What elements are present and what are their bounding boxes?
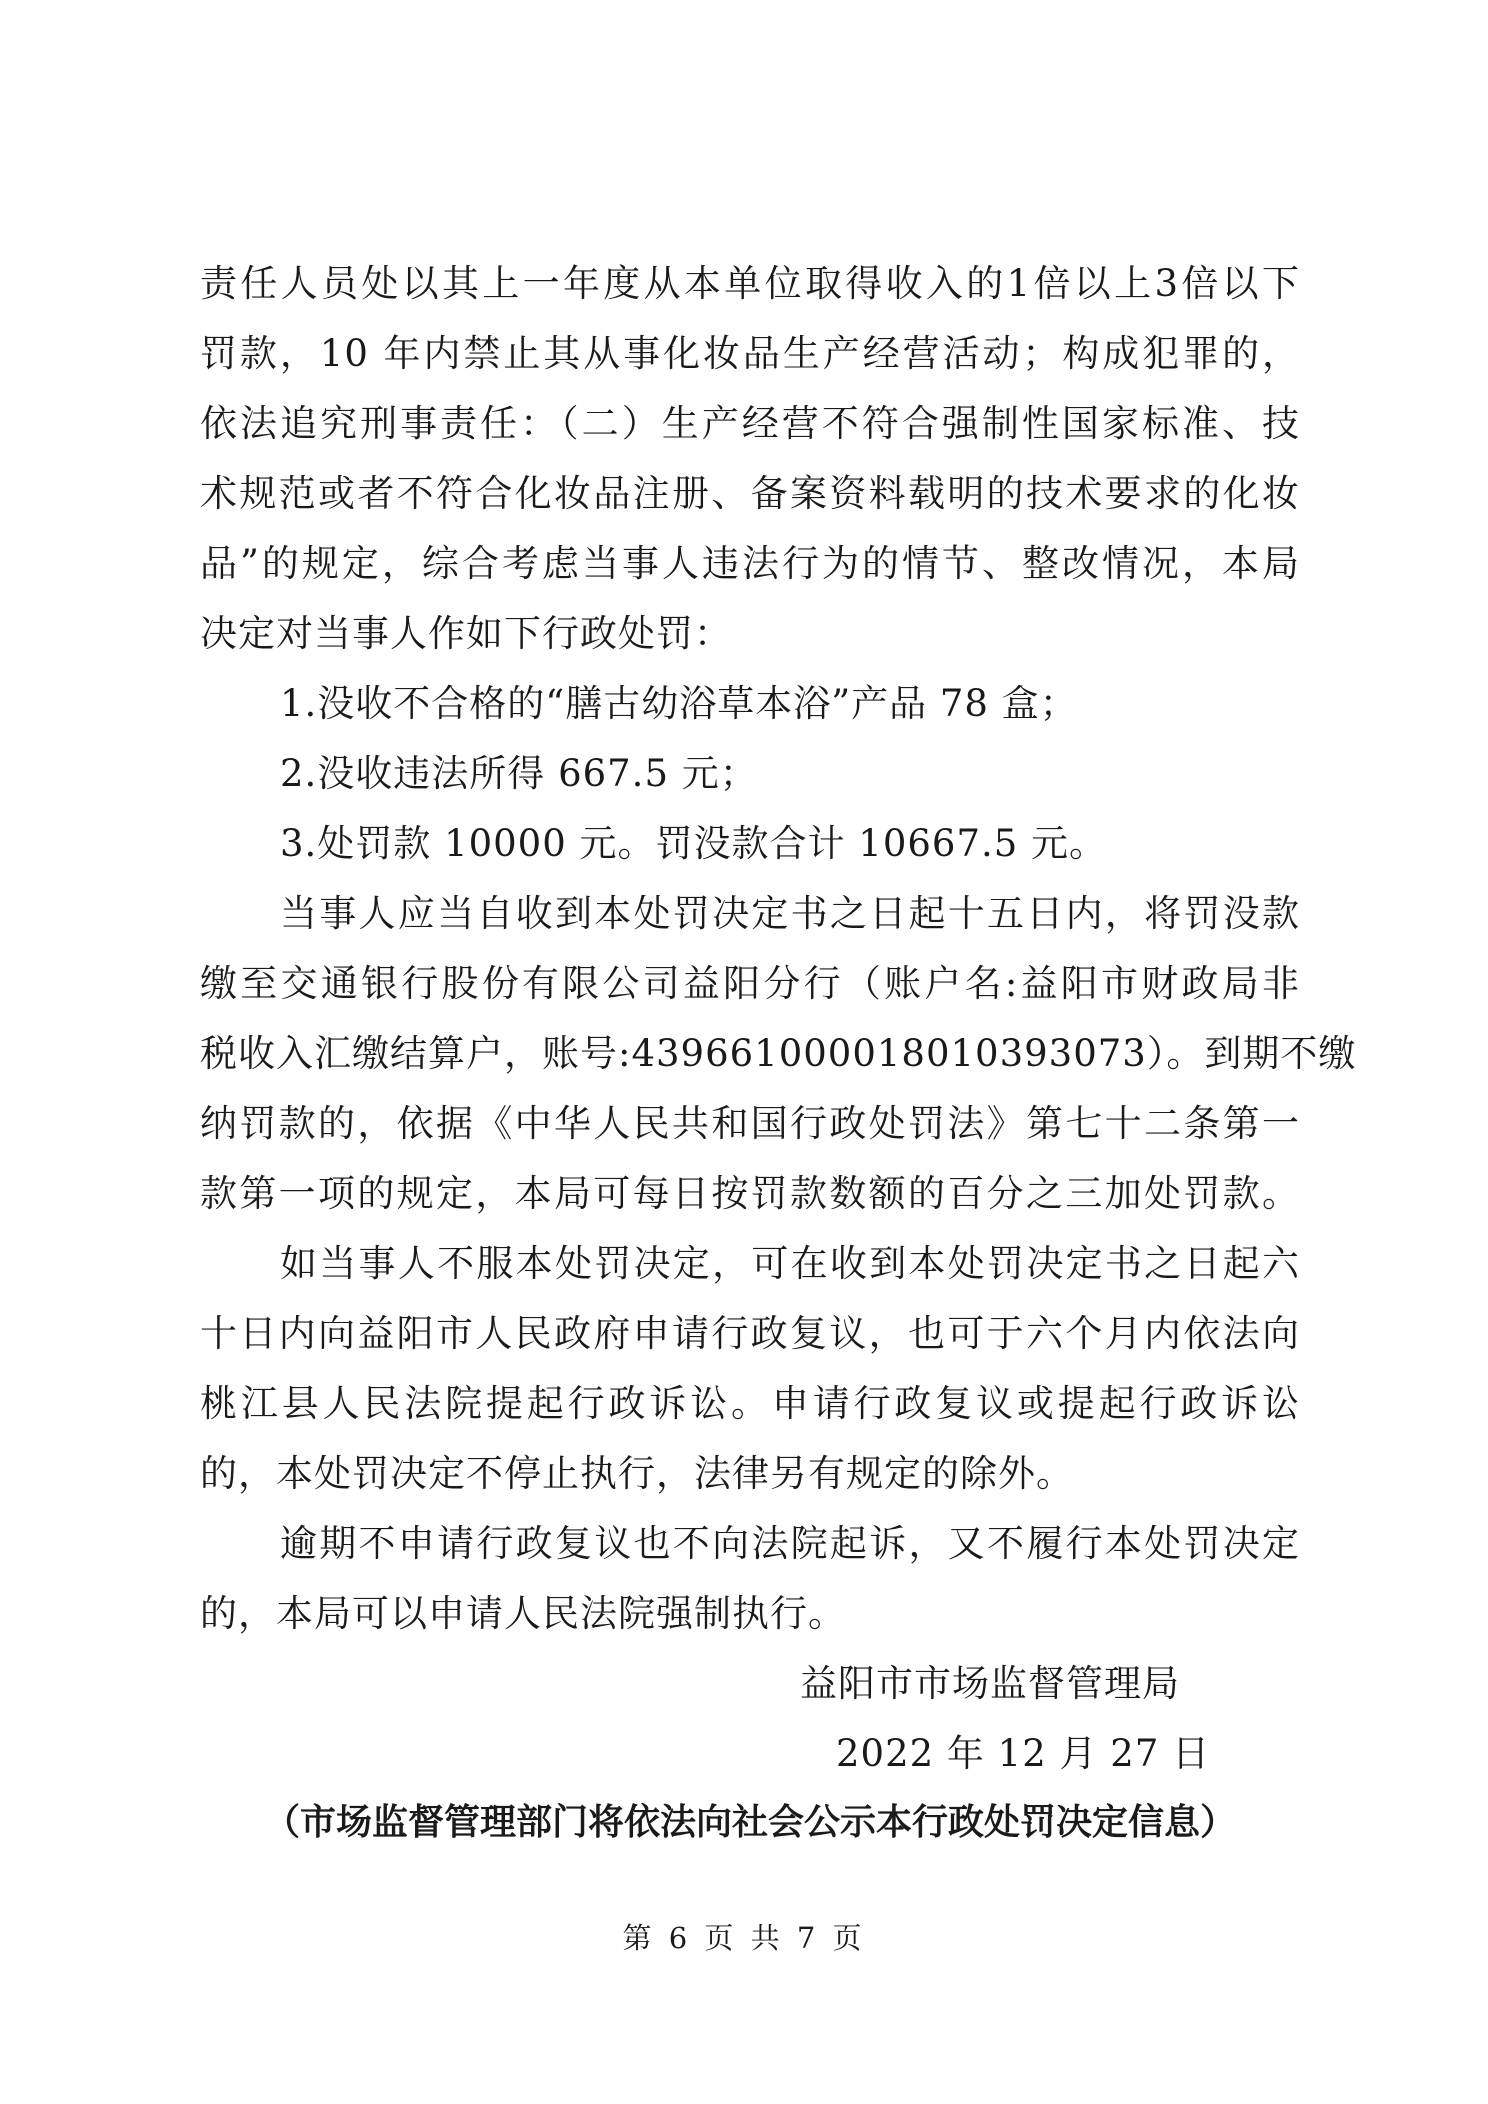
- payment-line: 当事人应当自收到本处罚决定书之日起十五日内，将罚没款: [280, 892, 1300, 935]
- payment-line: 税收入汇缴结算户，账号:439661000018010393073）。到期不缴: [200, 1032, 1357, 1075]
- penalty-item: 3.处罚款 10000 元。罚没款合计 10667.5 元。: [280, 822, 1108, 865]
- appeal-line: 十日内向益阳市人民政府申请行政复议，也可于六个月内依法向: [200, 1312, 1300, 1355]
- paragraph-line: 罚款，10 年内禁止其从事化妆品生产经营活动；构成犯罪的，: [200, 332, 1300, 375]
- enforcement-line: 的，本局可以申请人民法院强制执行。: [200, 1592, 846, 1635]
- paragraph-line: 品”的规定，综合考虑当事人违法行为的情节、整改情况，本局: [200, 542, 1300, 585]
- page-number: 第 6 页 共 7 页: [622, 1921, 866, 1955]
- payment-line: 纳罚款的，依据《中华人民共和国行政处罚法》第七十二条第一: [200, 1102, 1300, 1145]
- appeal-line: 的，本处罚决定不停止执行，法律另有规定的除外。: [200, 1452, 1074, 1495]
- penalty-item: 2.没收违法所得 667.5 元；: [280, 752, 758, 795]
- public-notice: （市场监督管理部门将依法向社会公示本行政处罚决定信息）: [263, 1802, 1236, 1843]
- paragraph-line: 依法追究刑事责任：（二）生产经营不符合强制性国家标准、技: [200, 402, 1300, 445]
- appeal-line: 桃江县人民法院提起行政诉讼。申请行政复议或提起行政诉讼: [200, 1382, 1300, 1425]
- paragraph-line: 决定对当事人作如下行政处罚：: [200, 612, 732, 655]
- issue-date: 2022 年 12 月 27 日: [836, 1732, 1211, 1775]
- issuing-authority: 益阳市市场监督管理局: [800, 1662, 1180, 1705]
- penalty-item: 1.没收不合格的“膳古幼浴草本浴”产品 78 盒；: [280, 682, 1078, 725]
- payment-line: 缴至交通银行股份有限公司益阳分行（账户名:益阳市财政局非: [200, 962, 1300, 1005]
- appeal-line: 如当事人不服本处罚决定，可在收到本处罚决定书之日起六: [280, 1242, 1300, 1285]
- payment-line: 款第一项的规定，本局可每日按罚款数额的百分之三加处罚款。: [200, 1172, 1300, 1215]
- enforcement-line: 逾期不申请行政复议也不向法院起诉，又不履行本处罚决定: [280, 1522, 1300, 1565]
- paragraph-line: 责任人员处以其上一年度从本单位取得收入的1倍以上3倍以下: [200, 262, 1300, 305]
- paragraph-line: 术规范或者不符合化妆品注册、备案资料载明的技术要求的化妆: [200, 472, 1300, 515]
